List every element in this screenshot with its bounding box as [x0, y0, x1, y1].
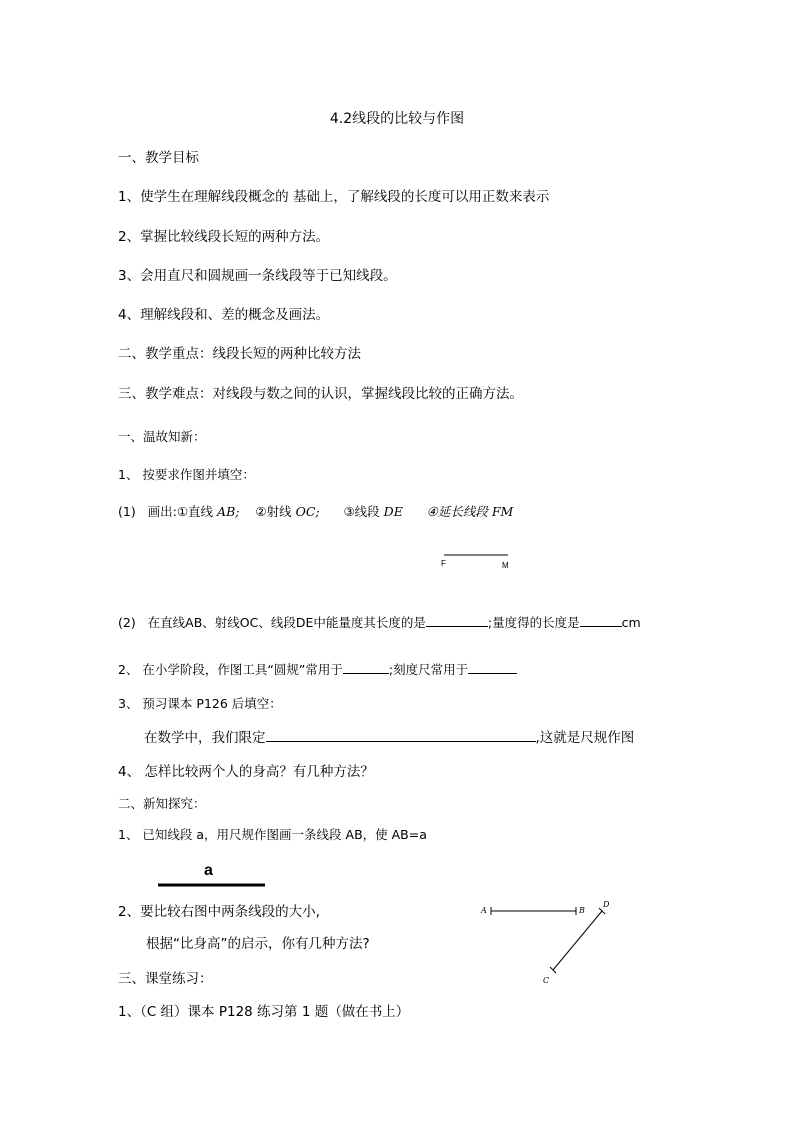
review-question-3: 3、 预习课本 P126 后填空：	[118, 696, 282, 711]
segment-label: ③线段	[343, 504, 380, 519]
point-d-label: D	[603, 900, 610, 909]
section-heading-new-knowledge: 二、新知探究：	[118, 796, 206, 811]
section-heading-objectives: 一、教学目标	[118, 150, 199, 166]
point-f-label: F	[441, 559, 446, 568]
point-b-label: B	[579, 906, 585, 915]
section-heading-review: 一、温故知新：	[118, 429, 206, 444]
measure-text-1: 在直线AB、射线OC、线段DE中能量度其长度的是	[147, 615, 426, 630]
ray-label: ②射线	[255, 504, 292, 519]
measure-text-2: ;量度得的长度是	[487, 615, 580, 630]
item-number: (2)	[118, 615, 136, 630]
section-difficulties: 三、教学难点：对线段与数之间的认识，掌握线段比较的正确方法。	[118, 386, 523, 402]
section-heading-practice: 三、课堂练习：	[118, 971, 213, 987]
section-key-points: 二、教学重点：线段长短的两种比较方法	[118, 346, 361, 362]
review-question-1: 1、 按要求作图并填空：	[118, 467, 255, 482]
definition-text-2: ,这就是尺规作图	[535, 730, 635, 746]
definition-text-1: 在数学中，我们限定	[144, 730, 266, 746]
objective-item: 3、会用直尺和圆规画一条线段等于已知线段。	[118, 268, 397, 284]
page-title: 4.2线段的比较与作图	[329, 111, 465, 127]
tools-text-1: 2、 在小学阶段，作图工具“圆规”常用于	[118, 662, 343, 677]
point-m-label: M	[502, 561, 509, 570]
practice-question-1: 1、（C 组）课本 P128 练习第 1 题（做在书上）	[118, 1004, 410, 1020]
unit-label: cm	[621, 615, 641, 630]
review-question-4: 4、 怎样比较两个人的身高？有几种方法？	[118, 764, 374, 780]
draw-lead: 画出:①直线	[147, 504, 214, 519]
item-number: (1)	[118, 504, 136, 519]
extend-fm-label: ④延长线段 FM	[426, 504, 514, 519]
segment-a-label: a	[204, 862, 213, 879]
ray-oc-label: OC;	[295, 504, 320, 519]
tools-text-2: ;刻度尺常用于	[388, 662, 469, 677]
objective-item: 2、掌握比较线段长短的两种方法。	[118, 229, 330, 245]
line-ab-label: AB;	[217, 504, 240, 519]
new-question-2-hint: 根据“比身高”的启示，你有几种方法?	[146, 936, 370, 952]
segment-cd	[553, 911, 602, 970]
point-c-label: C	[543, 976, 550, 985]
point-a-label: A	[481, 906, 487, 915]
new-question-1: 1、 已知线段 a，用尺规作图画一条线段 AB，使 AB=a	[118, 827, 427, 842]
objective-item: 1、使学生在理解线段概念的 基础上，了解线段的长度可以用正数来表示	[118, 189, 550, 205]
segment-de-label: DE	[383, 504, 403, 519]
objective-item: 4、理解线段和、差的概念及画法。	[118, 307, 330, 323]
new-question-2: 2、要比较右图中两条线段的大小,	[118, 904, 320, 920]
